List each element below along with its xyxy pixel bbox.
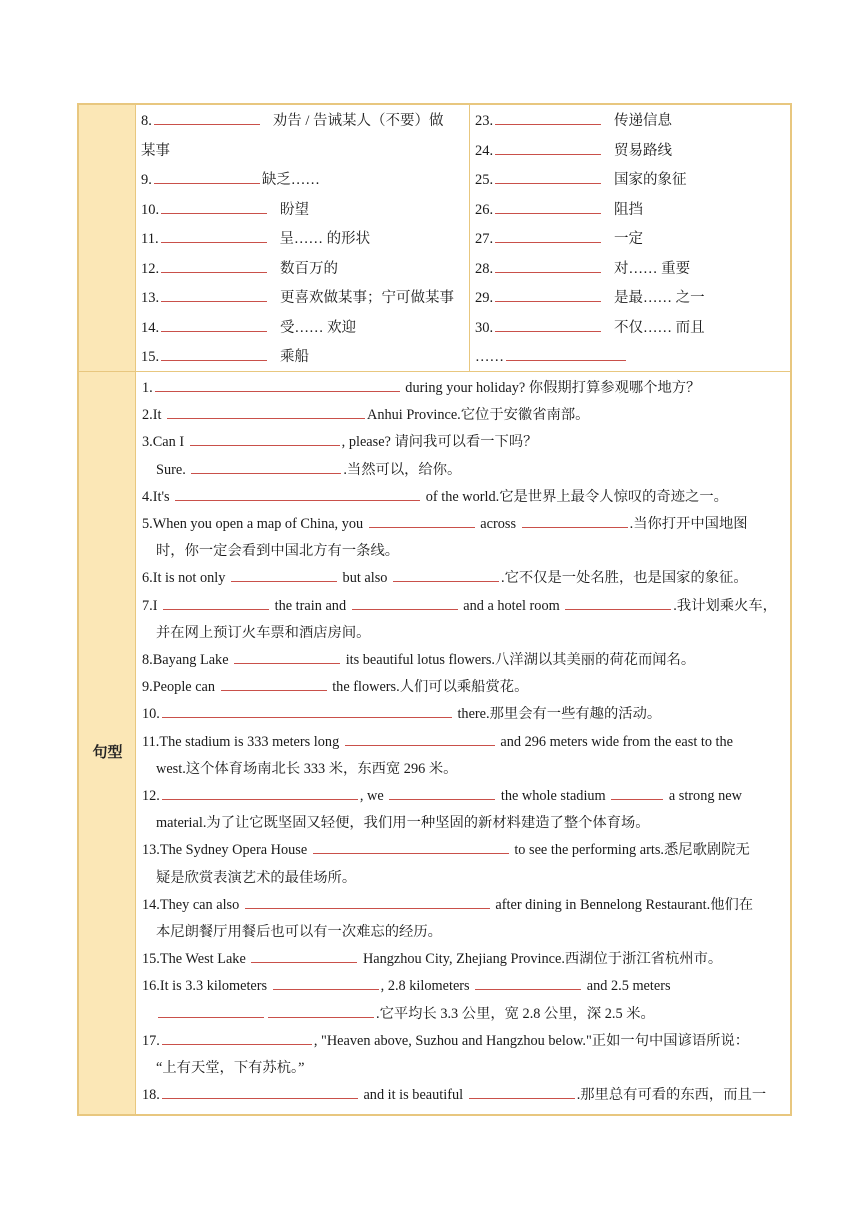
vocab-item: 15. 乘船 (141, 349, 309, 365)
answer-blank[interactable] (191, 460, 341, 474)
answer-blank[interactable] (154, 111, 260, 125)
answer-blank[interactable] (175, 487, 420, 501)
vocab-item: 14. 受…… 欢迎 (141, 319, 357, 336)
answer-blank[interactable] (345, 732, 495, 746)
vocab-item: 27. 一定 (475, 231, 643, 247)
answer-blank[interactable] (469, 1085, 575, 1099)
sentence-item: 13.The Sydney Opera House to see the performing arts.悉尼歌剧院无 (142, 842, 750, 859)
sentence-item: 11.The stadium is 333 meters long and 296 meters wide from the east to the (142, 733, 734, 750)
answer-blank[interactable] (161, 229, 267, 243)
answer-blank[interactable] (162, 704, 452, 718)
sentence-item: 9.People can the flowers.人们可以乘船赏花。 (142, 679, 529, 696)
answer-blank[interactable] (611, 786, 663, 800)
answer-blank[interactable] (268, 1004, 374, 1018)
answer-blank[interactable] (506, 347, 626, 361)
sentence-item: 3.Can I , please? 请问我可以看一下吗？ (142, 434, 538, 451)
answer-blank[interactable] (495, 288, 601, 302)
answer-blank[interactable] (161, 288, 267, 302)
sentence-item: 18. and it is beautiful .那里总有可看的东西，而且一 (142, 1087, 767, 1104)
vocab-left-list (141, 107, 463, 373)
vocab-divider (469, 105, 470, 371)
answer-blank[interactable] (495, 259, 601, 273)
sentence-item-cont: 并在网上预订火车票和酒店房间。 (156, 624, 371, 641)
vocab-item: 30. 不仅…… 而且 (475, 319, 705, 336)
vocab-item: 28. 对…… 重要 (475, 260, 691, 277)
answer-blank[interactable] (163, 596, 269, 610)
answer-blank[interactable] (565, 596, 671, 610)
sentence-item: 8.Bayang Lake its beautiful lotus flowers.八洋湖以其美丽的荷花而闻名。 (142, 652, 696, 669)
answer-blank[interactable] (245, 895, 490, 909)
worksheet-table (77, 103, 792, 1116)
sentence-item: 4.It's of the world.它是世界上最令人惊叹的奇迹之一。 (142, 488, 728, 505)
answer-blank[interactable] (162, 1031, 312, 1045)
answer-blank[interactable] (158, 1004, 264, 1018)
sentence-item: 15.The West Lake Hangzhou City, Zhejiang Province.西湖位于浙江省杭州市。 (142, 951, 723, 968)
answer-blank[interactable] (155, 378, 400, 392)
sentence-item-cont: 疑是欣赏表演艺术的最佳场所。 (156, 869, 357, 886)
sentence-item: 17. , "Heaven above, Suzhou and Hangzhou below."正如一句中国谚语所说： (142, 1032, 750, 1049)
sentence-item: Sure. .当然可以，给你。 (156, 461, 462, 478)
vocab-item: 11. 呈…… 的形状 (141, 231, 371, 247)
section-column (79, 105, 136, 1114)
answer-blank[interactable] (273, 976, 379, 990)
vocab-item-cont: 某事 (141, 142, 170, 159)
sentence-item: 10. there.那里会有一些有趣的活动。 (142, 706, 662, 723)
sentence-item-cont: 本尼朗餐厅用餐后也可以有一次难忘的经历。 (156, 924, 442, 941)
vocab-item: 25. 国家的象征 (475, 172, 687, 188)
answer-blank[interactable] (251, 949, 357, 963)
vocab-item: 8. 劝告 / 告诫某人（不要）做 (141, 113, 444, 129)
answer-blank[interactable] (389, 786, 495, 800)
sentence-item: 1. during your holiday? 你假期打算参观哪个地方？ (142, 380, 701, 396)
answer-blank[interactable] (369, 514, 475, 528)
vocab-item: 13. 更喜欢做某事；宁可做某事 (141, 290, 454, 306)
answer-blank[interactable] (495, 229, 601, 243)
answer-blank[interactable] (161, 347, 267, 361)
sentence-item: 5.When you open a map of China, you across .当你打开中国地图 (142, 516, 748, 533)
sentence-item-cont: material.为了让它既坚固又轻便，我们用一种坚固的新材料建造了整个体育场。 (156, 815, 650, 832)
vocab-item: 26. 阻挡 (475, 201, 643, 218)
sentence-item: 6.It is not only but also .它不仅是一处名胜，也是国家的象征。 (142, 570, 748, 587)
sentence-item-cont: .它平均长 3.3 公里，宽 2.8 公里，深 2.5 米。 (142, 1001, 787, 1028)
answer-blank[interactable] (190, 432, 340, 446)
answer-blank[interactable] (162, 786, 358, 800)
answer-blank[interactable] (495, 200, 601, 214)
answer-blank[interactable] (234, 650, 340, 664)
answer-blank[interactable] (522, 514, 628, 528)
vocab-item: 12. 数百万的 (141, 260, 338, 277)
answer-blank[interactable] (162, 1085, 358, 1099)
answer-blank[interactable] (495, 111, 601, 125)
vocab-item-cont: …… (475, 343, 787, 373)
answer-blank[interactable] (161, 318, 267, 332)
sentence-item-cont: 时，你一定会看到中国北方有一条线。 (156, 543, 400, 560)
answer-blank[interactable] (161, 259, 267, 273)
sentence-item: 12. , we the whole stadium a strong new (142, 788, 742, 805)
answer-blank[interactable] (154, 170, 260, 184)
answer-blank[interactable] (313, 840, 509, 854)
answer-blank[interactable] (352, 596, 458, 610)
sentence-item: 16.It is 3.3 kilometers , 2.8 kilometers and 2.5 meters (142, 978, 671, 995)
sentence-item-cont: “上有天堂，下有苏杭。” (156, 1060, 305, 1077)
answer-blank[interactable] (161, 200, 267, 214)
answer-blank[interactable] (475, 976, 581, 990)
answer-blank[interactable] (495, 318, 601, 332)
sentence-item-cont: west.这个体育场南北长 333 米，东西宽 296 米。 (156, 760, 458, 777)
answer-blank[interactable] (495, 141, 601, 155)
vocab-item: 9. 缺乏…… (141, 172, 320, 188)
sentence-list (142, 375, 787, 1109)
answer-blank[interactable] (221, 677, 327, 691)
answer-blank[interactable] (231, 568, 337, 582)
section-label-sentences: 句型 (92, 743, 123, 761)
vocab-item: 24. 贸易路线 (475, 142, 672, 159)
answer-blank[interactable] (167, 405, 365, 419)
vocab-right-list (475, 107, 787, 373)
vocab-item: 29. 是最…… 之一 (475, 290, 705, 306)
sentence-item: 14.They can also after dining in Bennelong Restaurant.他们在 (142, 896, 754, 913)
vocab-item: 10. 盼望 (141, 201, 309, 218)
sentence-item: 7.I the train and and a hotel room .我计划乘火车， (142, 597, 777, 614)
sentence-item: 2.It Anhui Province.它位于安徽省南部。 (142, 407, 590, 424)
answer-blank[interactable] (393, 568, 499, 582)
answer-blank[interactable] (495, 170, 601, 184)
vocab-item: 23. 传递信息 (475, 113, 672, 129)
